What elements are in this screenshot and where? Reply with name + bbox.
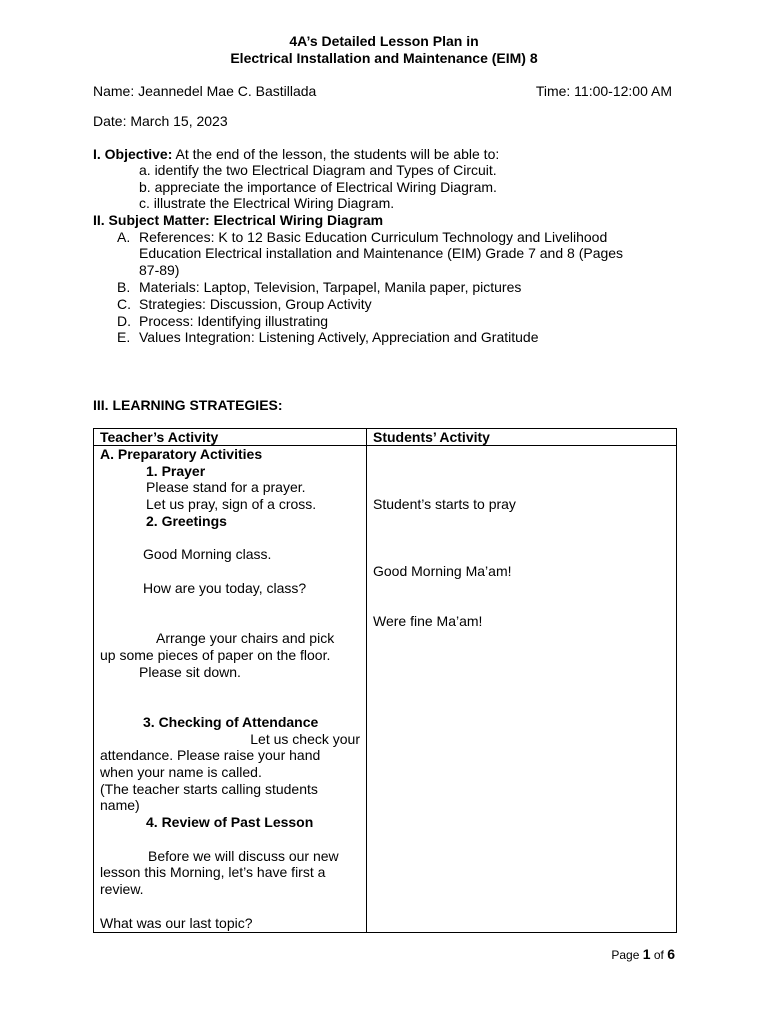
teacher-line: review. <box>100 881 144 897</box>
students-activity-cell <box>367 446 677 933</box>
teacher-line: Please stand for a prayer. <box>146 479 306 495</box>
teacher-name: Name: Jeannedel Mae C. Bastillada <box>93 83 317 99</box>
teacher-line: Please sit down. <box>139 664 241 680</box>
teacher-line: up some pieces of paper on the floor. <box>100 647 331 663</box>
teacher-line: name) <box>100 797 140 813</box>
teacher-line: Arrange your chairs and pick <box>156 630 335 646</box>
teacher-line: Good Morning class. <box>143 546 272 562</box>
greetings-heading: 2. Greetings <box>146 513 227 529</box>
subject-matter-heading: II. Subject Matter: Electrical Wiring Diagram <box>93 212 384 228</box>
title-line-1: 4A’s Detailed Lesson Plan in <box>289 33 479 49</box>
list-marker: A. <box>117 229 131 245</box>
objective-text: At the end of the lesson, the students will be able to: <box>172 146 500 162</box>
list-item-line: Education Electrical installation and Maintenance (EIM) Grade 7 and 8 (Pages <box>139 245 624 261</box>
list-item-line: Materials: Laptop, Television, Tarpapel, Manila paper, pictures <box>139 279 522 295</box>
teacher-line: when your name is called. <box>100 764 262 780</box>
preparatory-heading: A. Preparatory Activities <box>100 446 263 462</box>
list-marker: C. <box>117 296 131 312</box>
objective-item: a. identify the two Electrical Diagram and Types of Circuit. <box>139 162 497 178</box>
objective-item: b. appreciate the importance of Electrical Wiring Diagram. <box>139 179 497 195</box>
list-item-line: 87-89) <box>139 262 180 278</box>
student-line: Student’s starts to pray <box>373 496 516 512</box>
title-line-2: Electrical Installation and Maintenance (EIM) 8 <box>230 50 538 66</box>
activity-table <box>93 428 677 933</box>
attendance-heading: 3. Checking of Attendance <box>143 714 319 730</box>
list-item-line: References: K to 12 Basic Education Curriculum Technology and Livelihood <box>139 229 608 245</box>
objective-intro <box>93 146 499 163</box>
lesson-date: Date: March 15, 2023 <box>93 113 228 129</box>
review-heading: 4. Review of Past Lesson <box>146 814 314 830</box>
teacher-line: attendance. Please raise your hand <box>100 747 321 763</box>
teacher-column-header: Teacher’s Activity <box>94 429 367 446</box>
list-marker: B. <box>117 279 131 295</box>
class-time: Time: 11:00-12:00 AM <box>535 83 672 99</box>
list-item-line: Process: Identifying illustrating <box>139 313 329 329</box>
teacher-line: How are you today, class? <box>143 580 307 596</box>
page-number: 1 <box>642 946 651 962</box>
teacher-line: Before we will discuss our new <box>148 848 339 864</box>
page-total: 6 <box>667 946 675 962</box>
list-marker: D. <box>117 313 131 329</box>
list-item-line: Values Integration: Listening Actively, Appreciation and Gratitude <box>139 329 539 345</box>
student-line: Were fine Ma’am! <box>373 613 483 629</box>
prayer-heading: 1. Prayer <box>146 463 206 479</box>
list-item-line: Strategies: Discussion, Group Activity <box>139 296 372 312</box>
teacher-line: (The teacher starts calling students <box>100 781 318 797</box>
teacher-line: What was our last topic? <box>100 915 253 931</box>
teacher-line: Let us check your <box>250 731 360 747</box>
teacher-line: lesson this Morning, let’s have first a <box>100 864 326 880</box>
students-column-header: Students’ Activity <box>367 429 677 446</box>
page-word: Page <box>611 948 643 962</box>
page-footer <box>611 946 675 964</box>
student-line: Good Morning Ma’am! <box>373 563 512 579</box>
teacher-activity-cell <box>94 446 367 933</box>
teacher-line: Let us pray, sign of a cross. <box>146 496 317 512</box>
learning-strategies-heading: III. LEARNING STRATEGIES: <box>93 397 283 413</box>
objective-label: I. Objective: <box>93 146 173 162</box>
of-word: of <box>650 948 668 962</box>
objective-item: c. illustrate the Electrical Wiring Diagram. <box>139 195 395 211</box>
list-marker: E. <box>117 329 131 345</box>
